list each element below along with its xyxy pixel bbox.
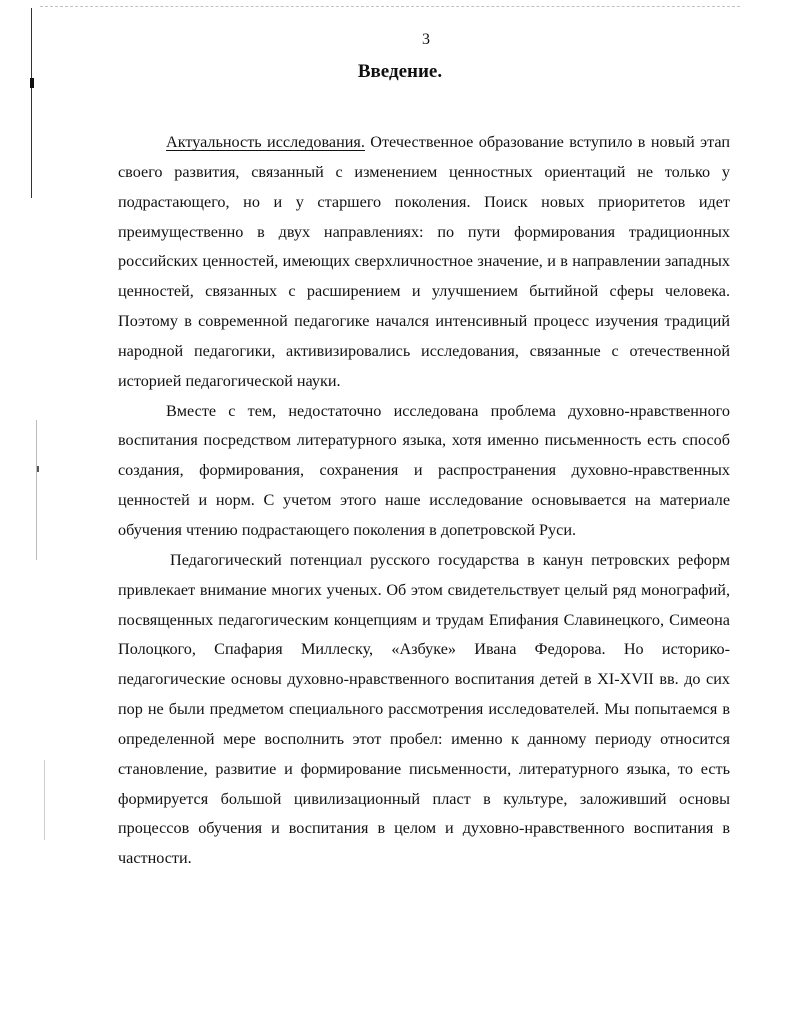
scan-artifact-left-line-2 [36,420,37,560]
paragraph-text: Отечественное образование вступило в новый этап своего развития, связанный с изменением ценностных ориентаций не только у подрастающего, но и у старшего поколения. Поиск новых приоритетов идет преимущественно в двух направлениях: по пути формирования традиционных российских ценностей, имеющих сверхличностное значение, и в направлении западных ценностей, связанных с расширением и улучшением бытийной сферы человека. Поэтому в современной педагогике начался интенсивный процесс изучения традиций народной педагогики, активизировались исследования, связанные с отечественной историей педагогической науки. [118,133,730,390]
paragraph-text: Педагогический потенциал русского государства в канун петровских реформ привлекает внимание многих ученых. Об этом свидетельствует целый ряд монографий, посвященных педагогическим концепциям и трудам Епифания Славинецкого, Симеона Полоцкого, Спафария Миллеску, «Азбуке» Ивана Федорова. Но историко-педагогические основы духовно-нравственного воспитания детей в XI-XVII вв. до сих пор не были предметом специального рассмотрения исследователей. Мы попытаемся в определенной мере восполнить этот пробел: именно к данному периоду относится становление, развитие и формирование письменности, литературного языка, то есть формируется большой цивилизационный пласт в культуре, заложивший основы процессов обучения и воспитания в целом и духовно-нравственного воспитания в частности. [118,550,730,868]
paragraph-relevance [118,128,730,397]
paragraph-text: Вместе с тем, недостаточно исследована проблема духовно-нравственного воспитания посредством литературного языка, хотя именно письменность есть способ создания, формирования, сохранения и распространения духовно-нравственных ценностей и норм. С учетом этого наше исследование основывается на материале обучения чтению подрастающего поколения в допетровской Руси. [118,401,730,539]
scan-artifact-top-line [40,6,740,7]
scan-artifact-left-line-3 [44,760,45,840]
page-number: 3 [422,31,430,48]
paragraph-lead-relevance: Актуальность исследования. [166,133,365,151]
body-text [118,128,730,874]
paragraph-problem [118,397,730,546]
paragraph-potential [118,546,730,874]
page-title: Введение. [357,61,443,82]
scan-artifact-dot [37,466,39,472]
